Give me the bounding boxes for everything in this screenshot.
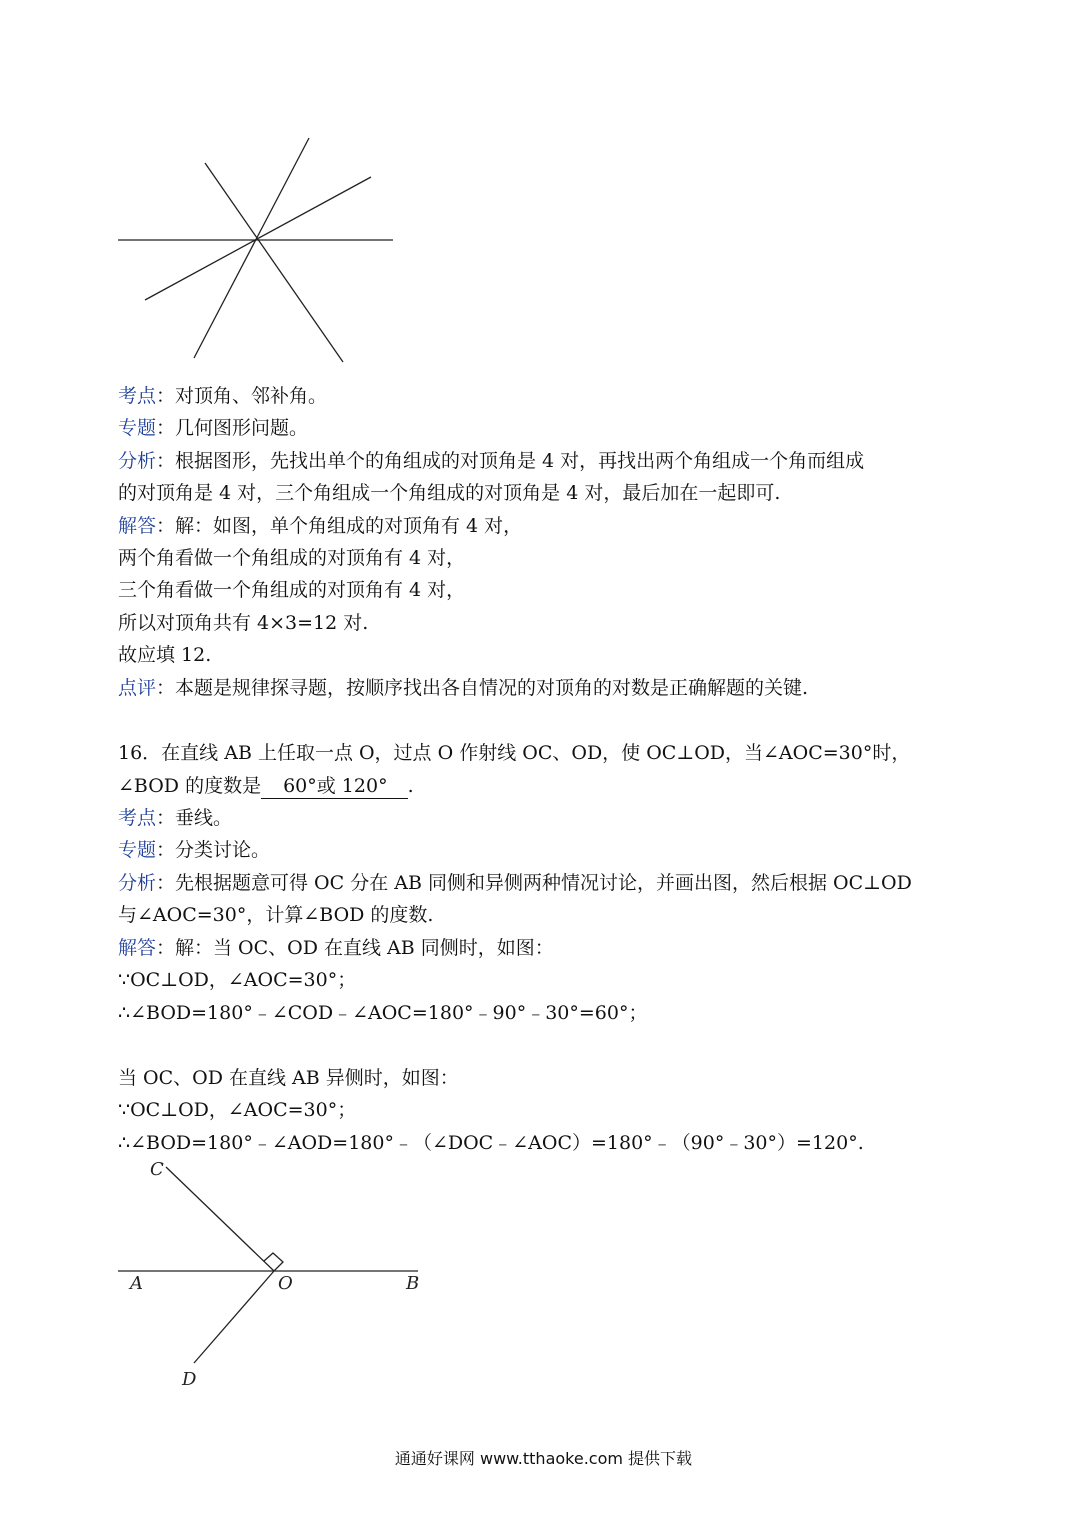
dianping-line-15: 点评：本题是规律探寻题，按顺序找出各自情况的对顶角的对数是正确解题的关键.	[118, 677, 809, 699]
case2-line: ∴∠BOD=180°﹣∠AOD=180°﹣（∠DOC﹣∠AOC）=180°﹣（90°﹣30°）=120°.	[118, 1132, 864, 1154]
label-c: C	[150, 1159, 164, 1180]
jieda-line-15: 解答：解：如图，单个角组成的对顶角有 4 对，	[118, 515, 523, 537]
fenxi-line-15-cont: 的对顶角是 4 对，三个角组成一个角组成的对顶角是 4 对，最后加在一起即可.	[118, 482, 781, 504]
question-16-line2: ∠BOD 的度数是 60°或 120° .	[118, 775, 414, 797]
case1-line: ∵OC⊥OD，∠AOC=30°；	[118, 969, 357, 991]
case2-line: 当 OC、OD 在直线 AB 异侧时，如图：	[118, 1067, 459, 1089]
label-o: O	[278, 1273, 293, 1294]
zhuanti-line-15: 专题：几何图形问题。	[118, 417, 309, 439]
ray-oc	[166, 1167, 274, 1271]
jieda-line-16: 解答：解：当 OC、OD 在直线 AB 同侧时，如图：	[118, 937, 554, 959]
line-shallow	[145, 177, 371, 300]
question-16-line1: 16．在直线 AB 上任取一点 O，过点 O 作射线 OC、OD，使 OC⊥OD，当∠AOC=30°时，	[118, 742, 911, 764]
fenxi-line-16-cont: 与∠AOC=30°，计算∠BOD 的度数.	[118, 904, 434, 926]
label-b: B	[406, 1273, 420, 1294]
solution-line: 两个角看做一个角组成的对顶角有 4 对，	[118, 547, 466, 569]
line-steep-left	[205, 163, 343, 362]
answer-blank: 60°或 120°	[261, 774, 407, 799]
figure-perpendicular-rays	[110, 1155, 430, 1395]
label-d: D	[182, 1369, 197, 1390]
zhuanti-line-16: 专题：分类讨论。	[118, 839, 271, 861]
label-a: A	[130, 1273, 143, 1294]
solution-line: 三个角看做一个角组成的对顶角有 4 对，	[118, 579, 466, 601]
case1-line: ∴∠BOD=180°﹣∠COD﹣∠AOC=180°﹣90°﹣30°=60°；	[118, 1002, 648, 1024]
fenxi-line-16: 分析：先根据题意可得 OC 分在 AB 同侧和异侧两种情况讨论，并画出图，然后根据 OC⊥OD	[118, 872, 912, 894]
fenxi-line-15: 分析：根据图形，先找出单个的角组成的对顶角是 4 对，再找出两个角组成一个角而组成	[118, 450, 865, 472]
solution-line: 故应填 12.	[118, 644, 212, 666]
kaodian-line-16: 考点：垂线。	[118, 807, 233, 829]
page-footer: 通通好课网 www.tthaoke.com 提供下载	[394, 1449, 693, 1468]
case2-line: ∵OC⊥OD，∠AOC=30°；	[118, 1099, 357, 1121]
solution-line: 所以对顶角共有 4×3=12 对.	[118, 612, 369, 634]
right-angle-mark	[264, 1253, 283, 1271]
ray-od	[194, 1271, 274, 1363]
figure-intersecting-lines	[110, 130, 410, 370]
kaodian-line-15: 考点：对顶角、邻补角。	[118, 385, 328, 407]
